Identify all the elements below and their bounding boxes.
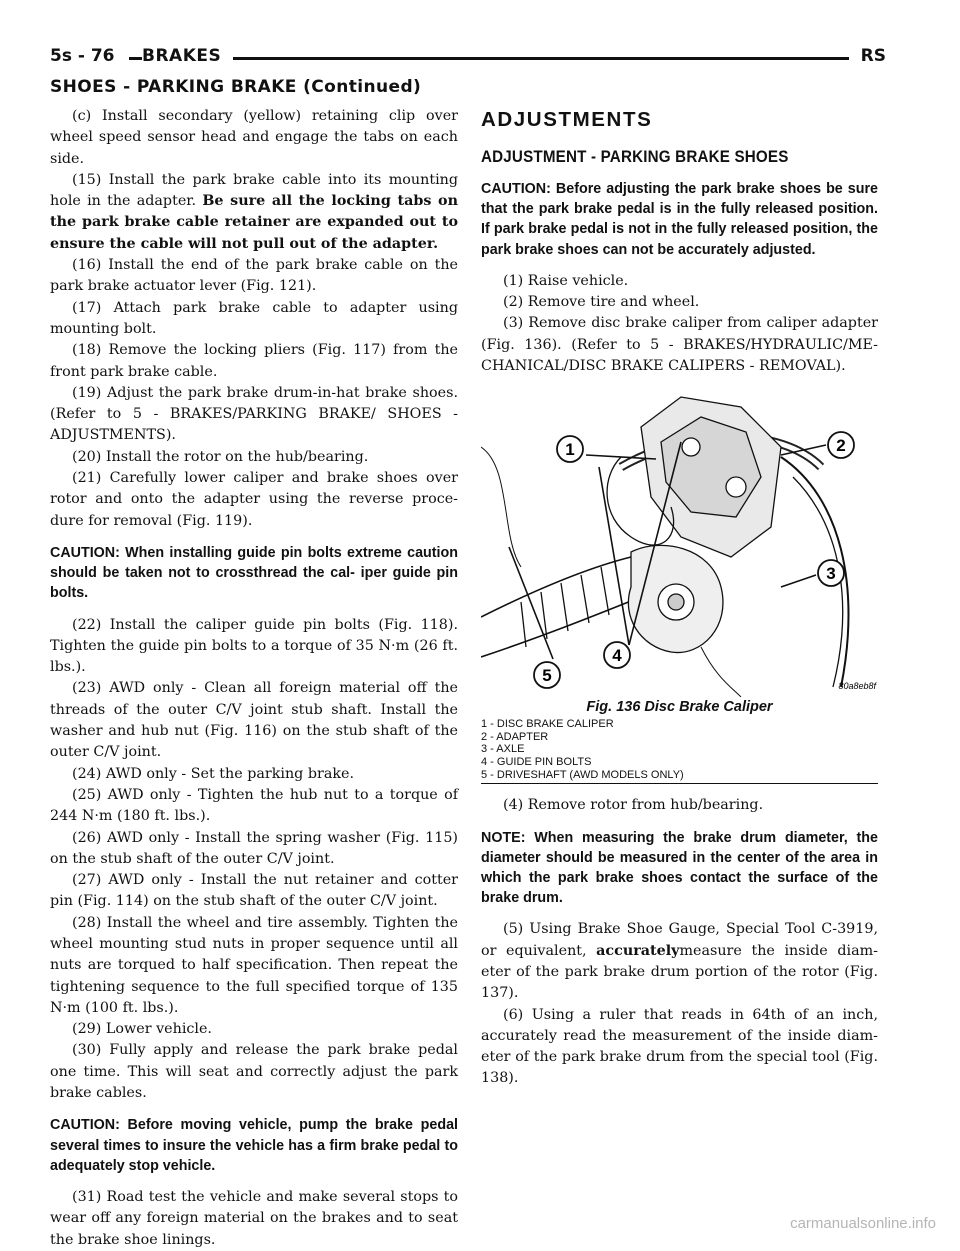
step-27: (27) AWD only - Install the nut retainer and cotter pin (Fig. 114) on the stub shaft of the outer C/V joint.	[50, 872, 458, 910]
step-30: (30) Fully apply and release the park brake pedal one time. This will seat and correctly adjust the park brake cables.	[50, 1042, 458, 1102]
figure-caption: Fig. 136 Disc Brake Caliper	[586, 699, 773, 716]
section-title: BRAKES	[142, 46, 233, 66]
step-25: (25) AWD only - Tighten the hub nut to a torque of 244 N·m (180 ft. lbs.).	[50, 786, 458, 825]
step-29: (29) Lower vehicle.	[72, 1021, 212, 1038]
step-31: (31) Road test the vehicle and make several stops to wear off any foreign material on the brakes and to seat the brake shoe linings.	[50, 1188, 458, 1248]
step-28: (28) Install the wheel and tire assembly. Tighten the wheel mounting stud nuts in proper sequence until all nuts are torqued to half specification. Then repeat the tightening sequence to the full specified torque of 135 N·m (100 ft. lbs.).	[50, 914, 458, 1016]
svg-text:1: 1	[565, 440, 575, 460]
step-24: (24) AWD only - Set the parking brake.	[72, 765, 355, 782]
callout-4	[604, 642, 630, 668]
step-26: (26) AWD only - Install the spring washer (Fig. 115) on the stub shaft of the outer C/V joint.	[50, 829, 458, 867]
svg-text:3: 3	[826, 564, 836, 584]
callout-1	[557, 436, 583, 462]
watermark: carmanualsonline.info	[790, 1215, 936, 1232]
step-19: (19) Adjust the park brake drum-in-hat brake shoes. (Refer to 5 - BRAKES/PARKING BRAKE/ SHOES - ADJUSTMENTS).	[50, 384, 458, 444]
adjustment-subheading: ADJUSTMENT - PARKING BRAKE SHOES	[481, 148, 789, 166]
page-header	[50, 46, 886, 72]
callout-3	[818, 560, 844, 586]
svg-text:4: 4	[612, 646, 622, 666]
legend-item: 2 - ADAPTER	[481, 730, 549, 743]
step-17: (17) Attach park brake cable to adapter using mounting bolt.	[50, 299, 458, 337]
step-6: (6) Using a ruler that reads in 64th of an inch, accurately read the measurement of the inside diam- eter of the park brake drum from the special tool (Fig. 138).	[481, 1006, 878, 1087]
legend-item: 4 - GUIDE PIN BOLTS	[481, 756, 592, 769]
step-2: (2) Remove tire and wheel.	[503, 294, 700, 311]
step-16: (16) Install the end of the park brake cable on the park brake actuator lever (Fig. 121).	[50, 257, 458, 295]
step-5-emphasis: accurately	[596, 942, 680, 959]
model-code: RS	[849, 46, 886, 66]
step-3: (3) Remove disc brake caliper from caliper adapter (Fig. 136). (Refer to 5 - BRAKES/HYDRAULIC/ME- CHANICAL/DISC BRAKE CALIPERS - REMOVAL).	[481, 315, 878, 374]
caution-guide-pin: CAUTION: When installing guide pin bolts extreme caution should be taken not to crossthread the cal- iper guide pin bolts.	[50, 544, 458, 602]
step-4: (4) Remove rotor from hub/bearing.	[503, 797, 764, 814]
page-number: 5s - 76	[50, 46, 129, 66]
step-23: (23) AWD only - Clean all foreign material off the threads of the outer C/V joint stub shaft. Install the washer and hub nut (Fig. 116) on the stub shaft of the outer C/V joint.	[50, 680, 458, 761]
figure-136	[481, 387, 878, 697]
step-15: (15) Install the park brake cable into its mounting hole in the adapter. Be sure all the locking tabs on the park brake cable retainer are expanded out to ensure the cable will not pull out of the adapter.	[50, 171, 458, 252]
step-22: (22) Install the caliper guide pin bolts (Fig. 118). Tighten the guide pin bolts to a torque of 35 N·m (26 ft. lbs.).	[50, 616, 458, 676]
step-c: (c) Install secondary (yellow) retaining clip over wheel speed sensor head and engage the tabs on each side.	[50, 108, 458, 167]
left-column	[50, 106, 458, 1251]
continued-title: SHOES - PARKING BRAKE (Continued)	[50, 77, 422, 97]
caution-pump-brake: CAUTION: Before moving vehicle, pump the brake pedal several times to insure the vehicle has a firm brake pedal to adequately stop vehicle.	[50, 1117, 458, 1174]
adjustments-heading: ADJUSTMENTS	[481, 108, 653, 131]
step-1: (1) Raise vehicle.	[503, 272, 629, 289]
step-5: (5) Using Brake Shoe Gauge, Special Tool C-3919, or equivalent, accuratelymeasure the inside diam- eter of the park brake drum portion of the rotor (Fig. 137).	[481, 921, 878, 1002]
step-15-warning: Be sure all the locking tabs on the park brake cable retainer are expanded out to ensure the cable will not pull out of the adapter.	[50, 193, 458, 252]
disc-brake-caliper-illustration	[481, 387, 878, 697]
step-20: (20) Install the rotor on the hub/bearing.	[72, 448, 369, 465]
caution-adjust: CAUTION: Before adjusting the park brake shoes be sure that the park brake pedal is in the fully released position. If park brake pedal is not in the fully released position, the park brake shoes can not be accurately adjusted.	[481, 181, 878, 258]
legend-item: 3 - AXLE	[481, 743, 525, 756]
step-18: (18) Remove the locking pliers (Fig. 117) from the front park brake cable.	[50, 342, 458, 380]
svg-text:2: 2	[836, 436, 846, 456]
legend-item: 1 - DISC BRAKE CALIPER	[481, 718, 614, 731]
callout-2	[828, 432, 854, 458]
figure-legend	[481, 718, 878, 784]
legend-item: 5 - DRIVESHAFT (AWD MODELS ONLY)	[481, 768, 684, 781]
figure-code: 80a8eb8f	[838, 681, 876, 692]
note-drum-diameter: NOTE: When measuring the brake drum diameter, the diameter should be measured in the center of the area in which the park brake shoes contact the surface of the brake drum.	[481, 829, 878, 907]
right-column	[481, 106, 878, 1090]
step-21: (21) Carefully lower caliper and brake shoes over rotor and onto the adapter using the reverse proce- dure for removal (Fig. 119).	[50, 470, 458, 529]
svg-text:5: 5	[542, 666, 552, 686]
callout-5	[534, 662, 560, 688]
